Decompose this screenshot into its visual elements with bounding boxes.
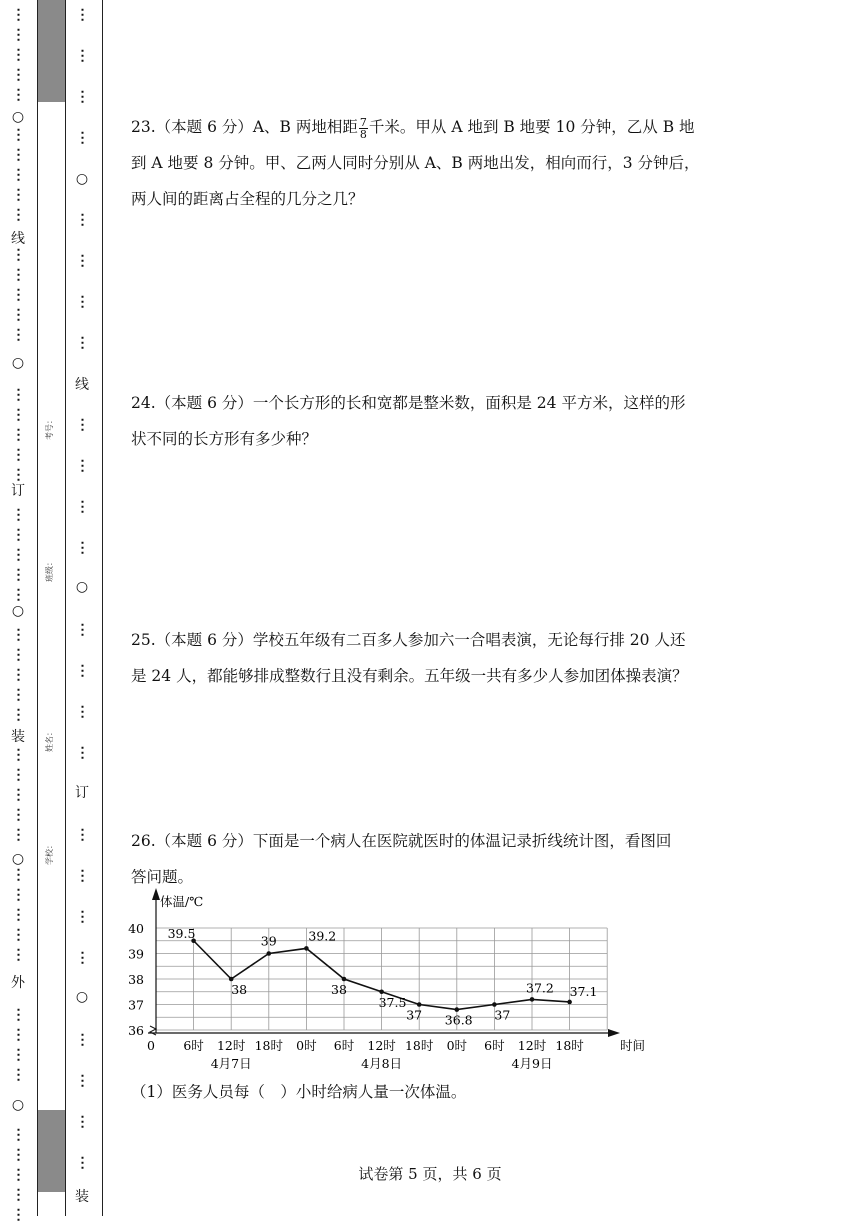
y-tick-label: 38: [128, 972, 144, 987]
outer-dots: ⋮: [11, 647, 25, 663]
y-tick-label: 36: [128, 1023, 144, 1038]
id-label: 考号：: [45, 416, 54, 440]
inner-dots: ⋮: [75, 827, 89, 843]
y-tick-label: 39: [128, 946, 144, 962]
inner-dots: ⋮: [75, 335, 89, 351]
outer-dots: ⋮: [11, 1147, 25, 1163]
outer-dots: ⋮: [11, 747, 25, 763]
inner-dots: ⋮: [75, 1155, 89, 1171]
outer-dots: ⋮: [11, 287, 25, 303]
data-point: [417, 1002, 422, 1007]
outer-dots: ⋮: [11, 787, 25, 803]
outer-dots: ⋮: [11, 947, 25, 963]
inner-dots: ⋮: [75, 909, 89, 925]
y-tick-label: 37: [128, 997, 144, 1013]
inner-dots: ⋮: [75, 1114, 89, 1130]
gutter-line-middle: [65, 0, 66, 1216]
binding-gutter: [0, 0, 104, 1223]
x-tick-label: 18时: [555, 1038, 584, 1053]
question-25-line-1: 25.（本题 6 分）学校五年级有二百多人参加六一合唱表演，无论每行排 20 人还: [131, 631, 686, 649]
gutter-line-outer: [37, 0, 38, 1216]
date-label: 4月9日: [511, 1056, 553, 1071]
inner-dots: ⋮: [75, 7, 89, 23]
x-tick-label: 0时: [446, 1038, 468, 1053]
data-point: [455, 1007, 460, 1012]
question-26-subquestion-1: （1）医务人员每（ ）小时给病人量一次体温。: [131, 1083, 467, 1101]
outer-dots: ⋮: [11, 167, 25, 183]
outer-dots: ⋮: [11, 527, 25, 543]
outer-dots: ⋮: [11, 27, 25, 43]
axis-break: [150, 1026, 156, 1035]
outer-dots: ⋮: [11, 67, 25, 83]
question-26: [131, 823, 731, 895]
y-axis-title: 体温/℃: [160, 894, 204, 909]
outer-mark-circle-2: ○: [11, 355, 25, 371]
data-point: [267, 951, 272, 956]
inner-dots: ⋮: [75, 130, 89, 146]
outer-mark-circle-4: ○: [11, 603, 25, 619]
inner-dots: ⋮: [75, 294, 89, 310]
outer-dots: ⋮: [11, 87, 25, 103]
outer-dots: ⋮: [11, 1047, 25, 1063]
outer-dots: ⋮: [11, 147, 25, 163]
outer-dots: ⋮: [11, 567, 25, 583]
inner-dots: ⋮: [75, 704, 89, 720]
fraction-seven-eighths: $\frac{7}{8}$: [359, 115, 367, 141]
outer-dots: ⋮: [11, 867, 25, 883]
name-label: 姓名：: [45, 728, 54, 752]
question-23-line-2: 到 A 地要 8 分钟。甲、乙两人同时分别从 A、B 两地出发，相向而行，3 分钟后，: [131, 154, 700, 172]
outer-dots: ⋮: [11, 827, 25, 843]
inner-dots: ⋮: [75, 458, 89, 474]
data-label: 38: [331, 982, 347, 997]
data-label: 39: [260, 933, 277, 949]
data-label: 37.5: [378, 994, 407, 1010]
outer-dots: ⋮: [11, 767, 25, 783]
data-point: [342, 977, 347, 982]
inner-dots: ⋮: [75, 663, 89, 679]
data-point: [567, 1000, 572, 1005]
outer-mark-circle-6: ○: [11, 851, 25, 867]
x-tick-label: 6时: [333, 1038, 355, 1053]
date-label: 4月7日: [210, 1056, 252, 1071]
inner-binding-column: [72, 0, 92, 1216]
page-footer: 试卷第 5 页，共 6 页: [358, 1165, 502, 1183]
data-label: 37: [494, 1007, 511, 1023]
data-label: 38: [231, 982, 248, 997]
outer-dots: ⋮: [11, 807, 25, 823]
x-tick-label: 18时: [404, 1038, 434, 1053]
outer-dots: ⋮: [11, 187, 25, 203]
outer-dots: ⋮: [11, 1007, 25, 1023]
gutter-line-inner: [102, 0, 103, 1216]
outer-mark-ding-3: 订: [11, 483, 25, 499]
outer-dots: ⋮: [11, 547, 25, 563]
temperature-line-chart: [120, 888, 650, 1078]
date-label: 4月8日: [361, 1056, 403, 1071]
outer-dots: ⋮: [11, 707, 25, 723]
data-point: [492, 1002, 497, 1007]
inner-dots: ⋮: [75, 745, 89, 761]
data-point: [304, 946, 309, 951]
question-23: [131, 109, 731, 217]
outer-dots: ⋮: [11, 1167, 25, 1183]
question-25: [131, 622, 731, 694]
outer-dots: ⋮: [11, 587, 25, 603]
x-tick-label: 6时: [183, 1038, 204, 1053]
data-label: 39.2: [308, 928, 337, 944]
outer-dots: ⋮: [11, 247, 25, 263]
inner-dots: ⋮: [75, 950, 89, 966]
inner-dots: ⋮: [75, 868, 89, 884]
question-23-line-1: 23.（本题 6 分）A、B 两地相距 $\frac{7}{8}$ 千米。甲从 A 地到 B 地要 10 分钟，乙从 B 地: [131, 115, 695, 141]
outer-mark-xian-1: 线: [11, 231, 25, 247]
outer-dots: ⋮: [11, 127, 25, 143]
question-25-line-2: 是 24 人，都能够排成整数行且没有剩余。五年级一共有多少人参加团体操表演？: [131, 667, 688, 685]
inner-dots: ⋮: [75, 253, 89, 269]
outer-dots: ⋮: [11, 427, 25, 443]
question-26-line-1: 26.（本题 6 分）下面是一个病人在医院就医时的体温记录折线统计图，看图回: [131, 832, 672, 850]
outer-dots: ⋮: [11, 267, 25, 283]
outer-mark-circle-8: ○: [11, 1097, 25, 1113]
inner-dots: ⋮: [75, 540, 89, 556]
outer-dots: ⋮: [11, 907, 25, 923]
x-tick-label: 12时: [517, 1038, 547, 1053]
outer-dots: ⋮: [11, 407, 25, 423]
y-axis-arrow: [152, 888, 160, 900]
inner-dots: ⋮: [75, 212, 89, 228]
outer-dots: ⋮: [11, 1127, 25, 1143]
x-axis-title: 时间: [620, 1038, 646, 1053]
inner-dots: ⋮: [75, 1032, 89, 1048]
outer-dots: ⋮: [11, 927, 25, 943]
x-tick-label: 6时: [484, 1038, 505, 1053]
question-26-line-2: 答问题。: [131, 868, 194, 886]
data-point: [229, 977, 234, 982]
inner-mark-xian-1: 线: [75, 377, 89, 393]
question-24: [131, 385, 731, 457]
outer-dots: ⋮: [11, 207, 25, 223]
outer-dots: ⋮: [11, 327, 25, 343]
outer-mark-wai-7: 外: [11, 975, 25, 991]
inner-mark-zhuang: 装: [75, 1189, 89, 1205]
inner-mark-circle-2: ○: [75, 579, 89, 595]
inner-mark-circle-4: ○: [75, 989, 89, 1005]
inner-mark-circle-0: ○: [75, 171, 89, 187]
inner-dots: ⋮: [75, 89, 89, 105]
outer-dots: ⋮: [11, 1067, 25, 1083]
outer-dots: ⋮: [11, 47, 25, 63]
outer-dots: ⋮: [11, 387, 25, 403]
class-label: 班级：: [45, 558, 54, 582]
inner-dots: ⋮: [75, 48, 89, 64]
outer-dots: ⋮: [11, 627, 25, 643]
x-tick-label: 18时: [254, 1038, 284, 1053]
question-24-line-1: 24.（本题 6 分）一个长方形的长和宽都是整米数，面积是 24 平方米，这样的形: [131, 394, 686, 412]
x-axis-arrow: [608, 1029, 620, 1037]
inner-dots: ⋮: [75, 499, 89, 515]
outer-dots: ⋮: [11, 887, 25, 903]
inner-dots: ⋮: [75, 622, 89, 638]
outer-dots: ⋮: [11, 1187, 25, 1203]
data-label: 37.2: [526, 980, 554, 996]
data-label: 39.5: [167, 925, 196, 941]
x-tick-label: 12时: [216, 1038, 246, 1053]
inner-dots: ⋮: [75, 1073, 89, 1089]
question-24-line-2: 状不同的长方形有多少种？: [131, 430, 318, 448]
question-23-line-3: 两人间的距离占全程的几分之几？: [131, 190, 364, 208]
outer-dots: ⋮: [11, 667, 25, 683]
data-point: [379, 989, 384, 994]
gray-band-top: [38, 0, 65, 102]
outer-binding-column: [8, 0, 28, 1223]
outer-mark-circle-0: ○: [11, 109, 25, 125]
data-label: 37: [406, 1007, 423, 1023]
y-tick-label: 40: [128, 921, 144, 936]
outer-dots: ⋮: [11, 1027, 25, 1043]
inner-dots: ⋮: [75, 417, 89, 433]
school-label: 学校：: [45, 841, 54, 865]
outer-dots: ⋮: [11, 1207, 25, 1223]
x-tick-label: 12时: [367, 1038, 396, 1053]
outer-dots: ⋮: [11, 7, 25, 23]
outer-dots: ⋮: [11, 307, 25, 323]
x-tick-label: 0时: [296, 1038, 317, 1053]
outer-mark-zhuang-5: 装: [11, 729, 25, 745]
outer-dots: ⋮: [11, 507, 25, 523]
outer-dots: ⋮: [11, 467, 25, 483]
x-origin-label: 0: [147, 1038, 155, 1053]
data-label: 36.8: [444, 1012, 473, 1028]
data-label: 37.1: [569, 983, 598, 999]
inner-mark-ding-3: 订: [75, 785, 89, 801]
data-point: [530, 997, 535, 1002]
outer-dots: ⋮: [11, 447, 25, 463]
outer-dots: ⋮: [11, 687, 25, 703]
